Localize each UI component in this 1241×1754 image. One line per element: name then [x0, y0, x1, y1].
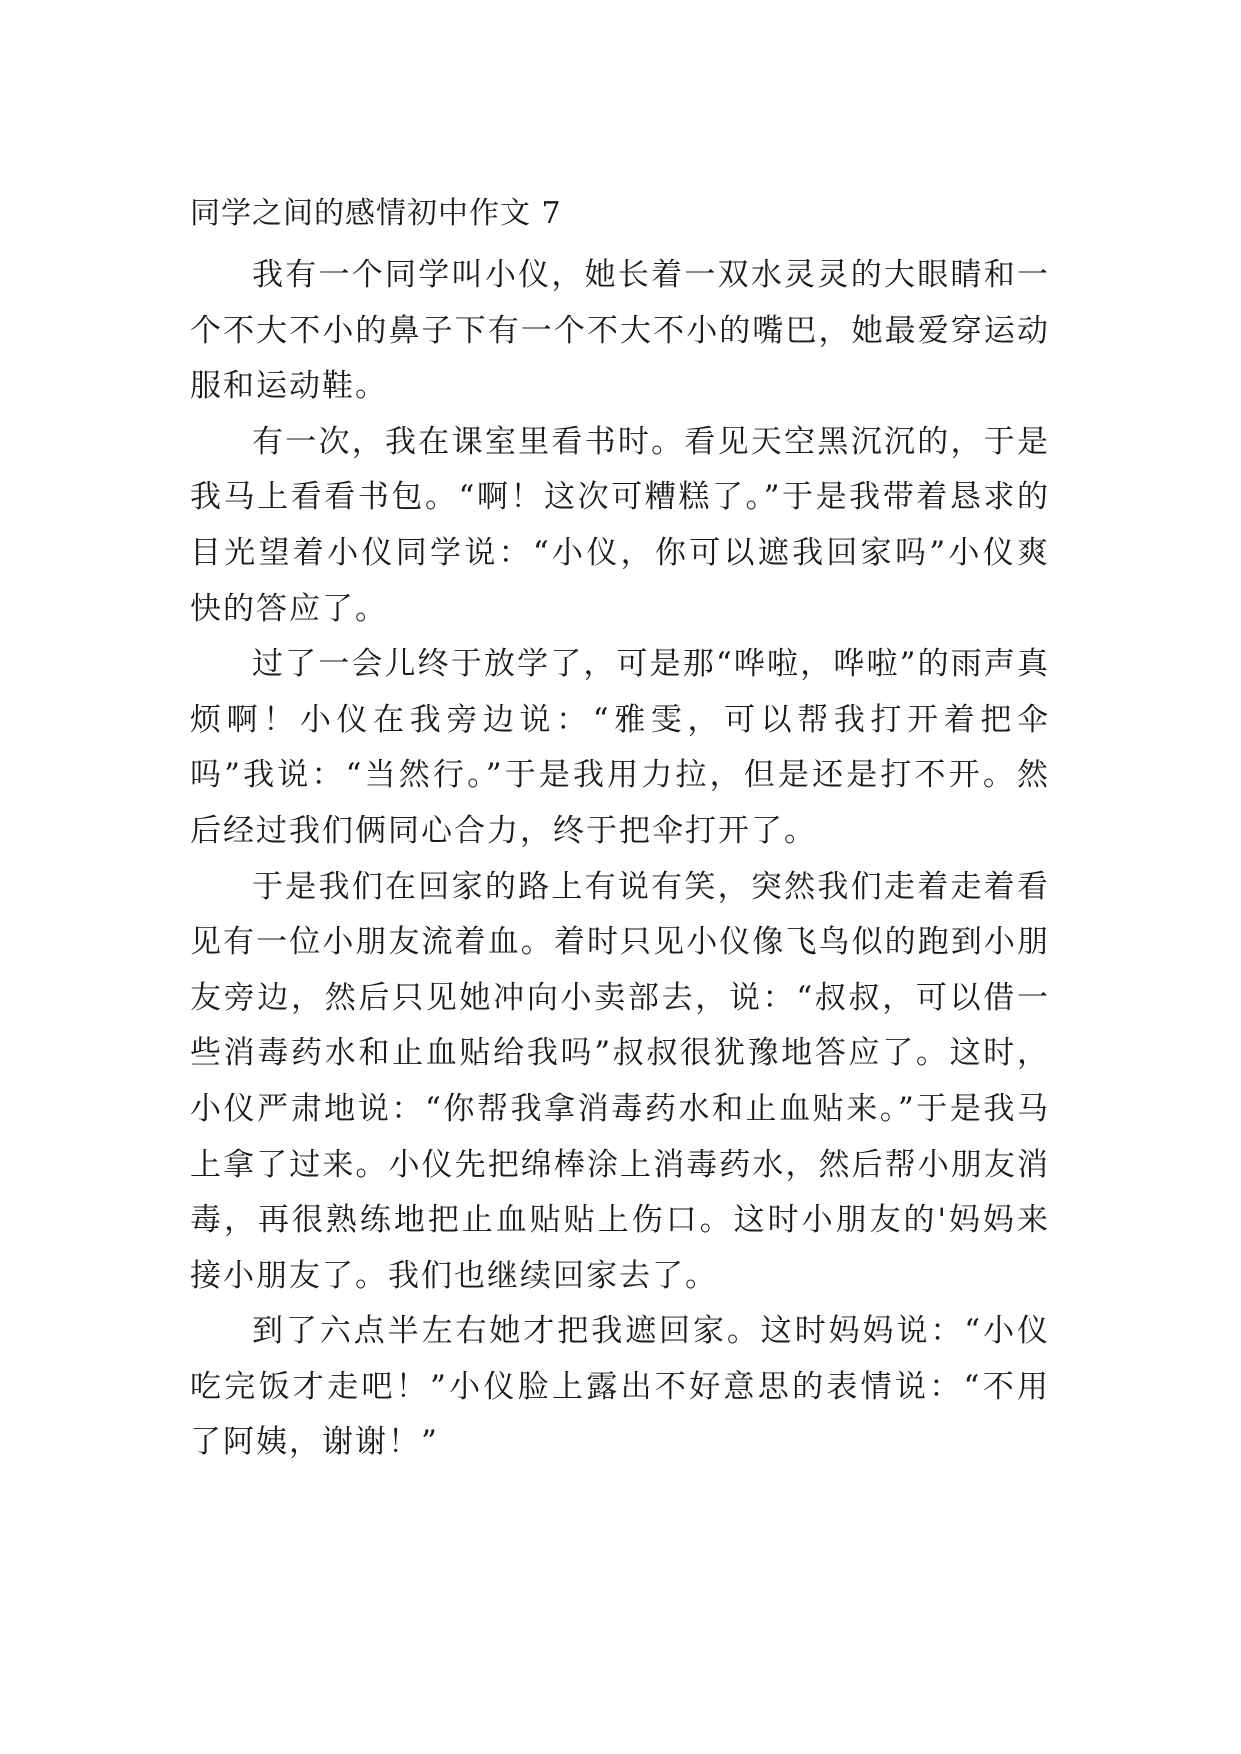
paragraph-2: 有一次，我在课室里看书时。看见天空黑沉沉的，于是我马上看看书包。“啊！这次可糟糕了。”于是我带着恳求的目光望着小仪同学说：“小仪，你可以遮我回家吗”小仪爽快的答应了。 — [190, 423, 1050, 627]
paragraph-1: 我有一个同学叫小仪，她长着一双水灵灵的大眼睛和一个不大不小的鼻子下有一个不大不小的嘴巴，她最爱穿运动服和运动鞋。 — [190, 257, 1050, 405]
paragraph-3: 过了一会儿终于放学了，可是那“哗啦，哗啦”的雨声真烦啊！小仪在我旁边说：“雅雯，可以帮我打开着把伞吗”我说：“当然行。”于是我用力拉，但是还是打不开。然后经过我们俩同心合力，终于把伞打开了。 — [190, 646, 1050, 849]
document-title: 同学之间的感情初中作文 7 — [190, 196, 562, 231]
document-body — [190, 193, 1050, 1471]
paragraph-4: 于是我们在回家的路上有说有笑，突然我们走着走着看见有一位小朋友流着血。着时只见小仪像飞鸟似的跑到小朋友旁边，然后只见她冲向小卖部去，说：“叔叔，可以借一些消毒药水和止血贴给我吗”叔叔很犹豫地答应了。这时，小仪严肃地说：“你帮我拿消毒药水和止血贴来。”于是我马上拿了过来。小仪先把绵棒涂上消毒药水，然后帮小朋友消毒，再很熟练地把止血贴贴上伤口。这时小朋友的'妈妈来接小朋友了。我们也继续回家去了。 — [190, 868, 1050, 1294]
paragraph-5: 到了六点半左右她才把我遮回家。这时妈妈说：“小仪吃完饭才走吧！”小仪脸上露出不好意思的表情说：“不用了阿姨，谢谢！” — [190, 1313, 1050, 1461]
